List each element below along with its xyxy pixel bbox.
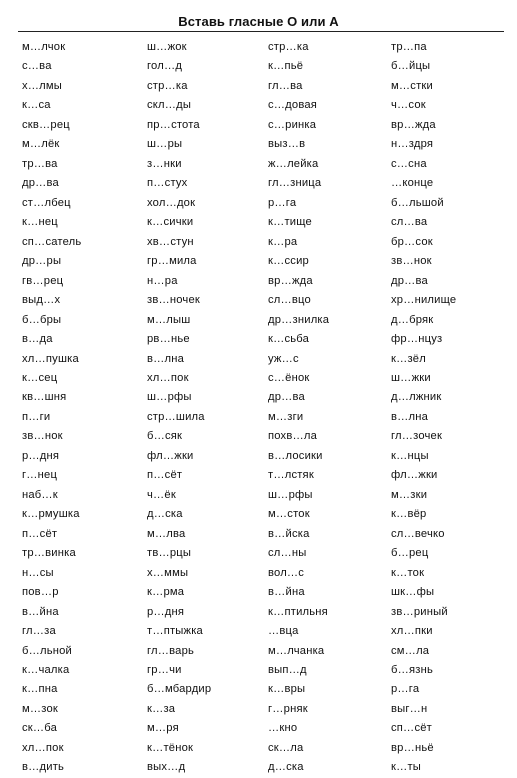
word-item: тр…па	[391, 41, 427, 53]
word-item: к…птильня	[268, 605, 328, 618]
word-item: см…ла	[391, 644, 430, 657]
word-item: пр…стота	[147, 118, 200, 131]
word-item: гр…мила	[147, 255, 197, 268]
word-item: сп…сатель	[22, 235, 82, 248]
word-item: р…дня	[22, 449, 60, 462]
word-item: сп…сёт	[391, 722, 432, 735]
word-item: сл…вечко	[391, 527, 445, 540]
word-item: в…лна	[391, 410, 429, 423]
word-item: хр…нилище	[391, 294, 457, 307]
word-item: н…сы	[22, 566, 54, 579]
word-item: т…птыжка	[147, 625, 203, 638]
word-item: к…ты	[391, 761, 422, 774]
word-item: сл…ва	[391, 216, 428, 229]
word-item: р…га	[391, 683, 420, 696]
word-item: …вца	[268, 625, 299, 638]
word-item: н…ра	[147, 274, 178, 287]
word-item: м…ря	[147, 722, 179, 735]
word-item: р…дня	[147, 605, 185, 618]
word-item: гл…варь	[147, 644, 195, 657]
word-item: м…сток	[268, 508, 310, 521]
word-item: вып…д	[268, 664, 307, 676]
word-item: зв…ночек	[147, 294, 200, 307]
word-item: выг…н	[391, 702, 428, 715]
word-item: п…сёт	[22, 527, 58, 540]
word-item: с…ёнок	[268, 371, 310, 384]
word-item: ст…лбец	[22, 196, 71, 209]
word-item: б…сяк	[147, 430, 183, 443]
word-column-1	[22, 38, 142, 778]
word-item: к…сички	[147, 216, 194, 229]
word-item: стр…шила	[147, 410, 205, 423]
word-item: др…ры	[22, 255, 62, 268]
word-item: …конце	[391, 177, 434, 190]
word-item: гл…зочек	[391, 430, 443, 443]
word-item: м…лчанка	[268, 644, 325, 657]
word-item: зв…нок	[22, 430, 63, 443]
word-item: др…ва	[22, 177, 59, 190]
word-item: к…чалка	[22, 664, 70, 676]
word-item: в…йна	[22, 605, 59, 618]
word-item: ч…сок	[391, 99, 426, 112]
word-item: с…довая	[268, 99, 318, 112]
word-item: выз…в	[268, 138, 306, 151]
word-item: х…лмы	[22, 79, 63, 92]
word-item: ск…ла	[268, 741, 304, 754]
word-item: п…сёт	[147, 469, 183, 482]
word-item: зв…нок	[391, 255, 432, 268]
word-item: выд…х	[22, 294, 61, 307]
word-item: м…лва	[147, 527, 186, 540]
word-item: к…тёнок	[147, 741, 194, 754]
word-item: ч…ёк	[147, 488, 176, 501]
word-item: п…ги	[22, 410, 51, 423]
word-item: …кно	[268, 722, 298, 735]
word-item: с…ва	[22, 60, 52, 73]
word-item: н…здря	[391, 138, 434, 151]
word-item: к…рмушка	[22, 508, 80, 521]
word-item: б…рец	[391, 547, 429, 560]
word-item: тр…винка	[22, 547, 76, 560]
word-item: гл…зница	[268, 177, 322, 190]
word-item: в…да	[22, 333, 53, 346]
word-item: в…лна	[147, 352, 185, 365]
word-item: д…бряк	[391, 313, 434, 326]
word-item: др…знилка	[268, 313, 330, 326]
word-item: гв…рец	[22, 274, 64, 287]
word-item: к…за	[147, 702, 176, 715]
word-item: б…йцы	[391, 60, 431, 73]
word-item: хл…пки	[391, 625, 433, 638]
word-item: к…вры	[268, 683, 306, 696]
word-item: к…пьё	[268, 60, 304, 73]
word-item: м…зги	[268, 410, 304, 423]
word-item: к…рма	[147, 586, 185, 599]
word-item: хл…пушка	[22, 352, 79, 365]
word-item: ж…лейка	[268, 157, 319, 170]
word-item: д…лжник	[391, 391, 442, 404]
word-item: бр…сок	[391, 235, 433, 248]
word-item: т…лстяк	[268, 469, 314, 482]
word-columns	[0, 38, 517, 774]
word-item: тв…рцы	[147, 547, 192, 560]
word-item: м…лыш	[147, 313, 191, 326]
word-item: м…стки	[391, 79, 433, 92]
word-item: г…нец	[22, 469, 58, 482]
word-item: в…йна	[268, 586, 305, 599]
word-item: ш…рфы	[268, 488, 313, 501]
word-item: скл…ды	[147, 99, 192, 112]
word-item: наб…к	[22, 488, 58, 501]
word-item: вр…ньё	[391, 741, 434, 754]
worksheet-title: Вставь гласные О или А	[178, 14, 339, 29]
word-item: в…йска	[268, 527, 310, 540]
word-item: п…стух	[147, 177, 188, 190]
word-item: др…ва	[391, 274, 428, 287]
word-item: гл…ва	[268, 79, 303, 92]
word-item: вр…жда	[268, 274, 313, 287]
word-item: фл…жки	[391, 469, 438, 482]
word-item: б…льной	[22, 644, 73, 657]
word-item: кв…шня	[22, 391, 67, 404]
word-item: фл…жки	[147, 449, 194, 462]
word-column-3	[268, 38, 388, 778]
word-column-4	[391, 38, 511, 778]
word-item: ск…ба	[22, 722, 58, 735]
word-item: вр…жда	[391, 118, 436, 131]
word-item: г…рняк	[268, 702, 308, 715]
word-item: к…сьба	[268, 333, 310, 346]
word-item: сл…ны	[268, 547, 307, 560]
word-item: б…льшой	[391, 196, 444, 209]
word-item: хв…стун	[147, 235, 194, 248]
title-divider	[18, 31, 504, 32]
word-item: с…ринка	[268, 118, 317, 131]
word-item: гл…за	[22, 625, 56, 638]
word-item: к…вёр	[391, 508, 427, 521]
word-item: хл…пок	[22, 741, 64, 754]
word-item: сл…вцо	[268, 294, 311, 307]
word-item: рв…нье	[147, 333, 190, 346]
word-item: б…язнь	[391, 664, 433, 676]
word-column-2	[147, 38, 267, 778]
word-item: стр…ка	[268, 41, 309, 53]
word-item: скв…рец	[22, 118, 70, 131]
word-item: б…бры	[22, 313, 62, 326]
word-item: в…дить	[22, 761, 65, 774]
word-item: вых…д	[147, 761, 186, 774]
word-item: р…га	[268, 196, 297, 209]
word-item: д…ска	[268, 761, 304, 774]
word-item: к…ра	[268, 235, 298, 248]
word-item: фр…нцуз	[391, 333, 443, 346]
word-item: м…зки	[391, 488, 428, 501]
word-item: пов…р	[22, 586, 59, 599]
word-item: м…лёк	[22, 138, 60, 151]
word-item: зв…риный	[391, 605, 448, 618]
word-item: уж…с	[268, 352, 299, 365]
word-item: шк…фы	[391, 586, 435, 599]
word-item: д…ска	[147, 508, 183, 521]
word-item: ш…ры	[147, 138, 183, 151]
word-item: к…нцы	[391, 449, 429, 462]
word-item: к…ссир	[268, 255, 309, 268]
word-item: тр…ва	[22, 157, 58, 170]
word-item: з…нки	[147, 157, 182, 170]
word-item: др…ва	[268, 391, 305, 404]
word-item: к…тище	[268, 216, 312, 229]
word-item: ш…жок	[147, 41, 187, 53]
word-item: в…лосики	[268, 449, 323, 462]
word-item: ш…жки	[391, 371, 431, 384]
word-item: гр…чи	[147, 664, 182, 676]
word-item: к…сец	[22, 371, 58, 384]
word-item: хол…док	[147, 196, 196, 209]
word-item: хл…пок	[147, 371, 189, 384]
word-item: к…зёл	[391, 352, 426, 365]
word-item: с…сна	[391, 157, 427, 170]
word-item: похв…ла	[268, 430, 318, 443]
word-item: к…нец	[22, 216, 58, 229]
word-item: к…са	[22, 99, 51, 112]
word-item: гол…д	[147, 60, 183, 73]
word-item: х…ммы	[147, 566, 189, 579]
word-item: стр…ка	[147, 79, 188, 92]
word-item: к…ток	[391, 566, 425, 579]
word-item: ш…рфы	[147, 391, 192, 404]
word-item: м…зок	[22, 702, 58, 715]
word-item: вол…с	[268, 566, 305, 579]
word-item: б…мбардир	[147, 683, 212, 696]
word-item: м…лчок	[22, 41, 66, 53]
word-item: к…пна	[22, 683, 58, 696]
